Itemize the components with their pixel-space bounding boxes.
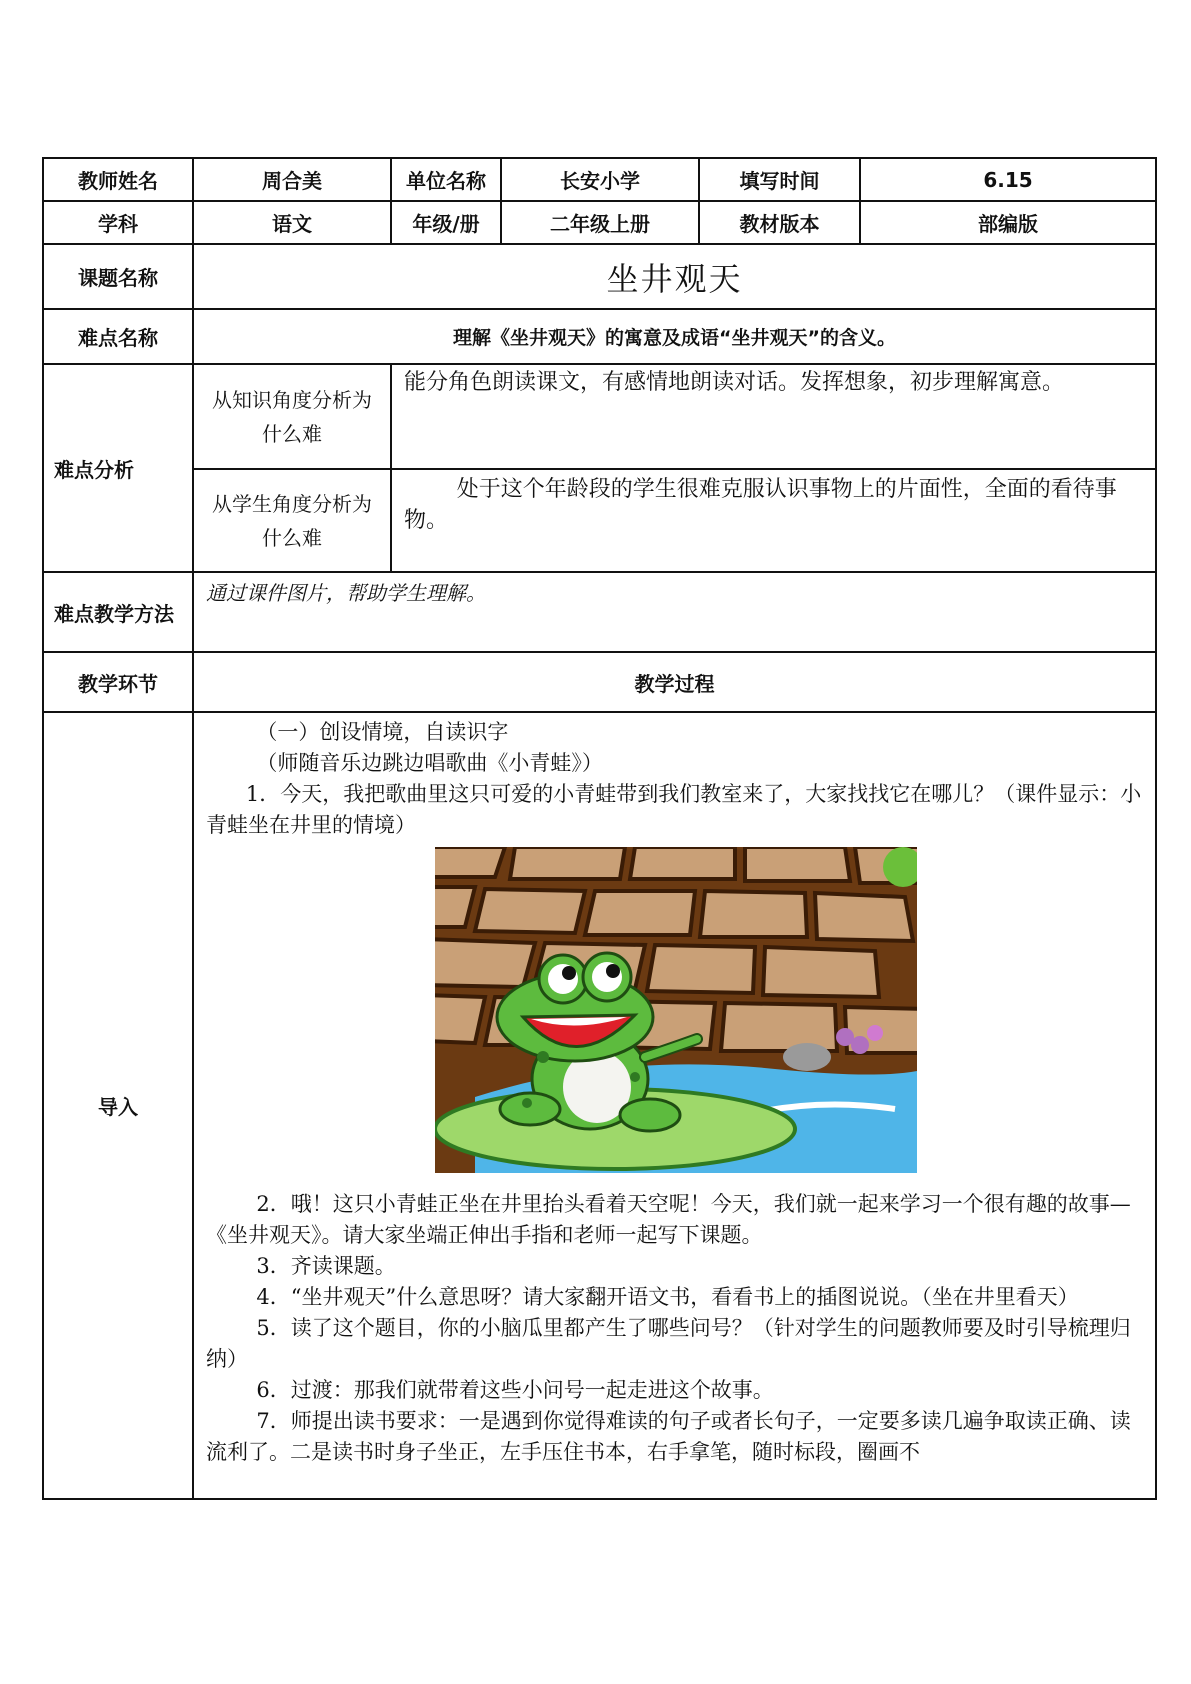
lesson-plan-table bbox=[42, 157, 1157, 1500]
teacher-label: 教师姓名 bbox=[43, 158, 193, 201]
grade-value: 二年级上册 bbox=[501, 201, 699, 244]
intro-line: 4．“坐井观天”什么意思呀？请大家翻开语文书，看看书上的插图说说。（坐在井里看天） bbox=[256, 1285, 1079, 1309]
subject-value: 语文 bbox=[193, 201, 391, 244]
analysis-row-knowledge bbox=[43, 364, 1156, 469]
grade-label: 年级/册 bbox=[391, 201, 501, 244]
intro-line: 3．齐读课题。 bbox=[256, 1254, 396, 1278]
difficulty-label: 难点名称 bbox=[43, 309, 193, 364]
intro-content bbox=[193, 712, 1156, 1499]
header-row-1 bbox=[43, 158, 1156, 201]
method-text: 通过课件图片，帮助学生理解。 bbox=[193, 572, 1156, 652]
student-angle-text: 处于这个年龄段的学生很难克服认识事物上的片面性，全面的看待事物。 bbox=[391, 469, 1156, 572]
process-stage-label: 教学环节 bbox=[43, 652, 193, 712]
difficulty-value: 理解《坐井观天》的寓意及成语“坐井观天”的含义。 bbox=[193, 309, 1156, 364]
lesson-plan-sheet bbox=[42, 157, 1155, 1500]
header-row-2 bbox=[43, 201, 1156, 244]
analysis-label: 难点分析 bbox=[43, 364, 193, 572]
teacher-value: 周合美 bbox=[193, 158, 391, 201]
intro-row bbox=[43, 712, 1156, 1499]
frog-illustration-icon bbox=[435, 847, 917, 1173]
date-label: 填写时间 bbox=[699, 158, 860, 201]
edition-label: 教材版本 bbox=[699, 201, 860, 244]
subject-label: 学科 bbox=[43, 201, 193, 244]
intro-line: 2．哦！这只小青蛙正坐在井里抬头看着天空呢！今天，我们就一起来学习一个很有趣的故事—《坐井观天》。请大家坐端正伸出手指和老师一起写下课题。 bbox=[206, 1192, 1131, 1247]
intro-line: （师随音乐边跳边唱歌曲《小青蛙》） bbox=[256, 751, 603, 775]
date-value: 6.15 bbox=[860, 158, 1156, 201]
process-title: 教学过程 bbox=[193, 652, 1156, 712]
student-angle-label: 从学生角度分析为什么难 bbox=[193, 469, 391, 572]
topic-row bbox=[43, 244, 1156, 309]
topic-label: 课题名称 bbox=[43, 244, 193, 309]
unit-label: 单位名称 bbox=[391, 158, 501, 201]
topic-title: 坐井观天 bbox=[193, 244, 1156, 309]
method-label: 难点教学方法 bbox=[43, 572, 193, 652]
frog-in-well-illustration bbox=[206, 841, 1145, 1189]
intro-line: 6．过渡：那我们就带着这些小问号一起走进这个故事。 bbox=[256, 1378, 774, 1402]
intro-line: 5．读了这个题目，你的小脑瓜里都产生了哪些问号？（针对学生的问题教师要及时引导梳理归纳） bbox=[206, 1316, 1131, 1371]
analysis-row-student bbox=[43, 469, 1156, 572]
intro-line: 7．师提出读书要求：一是遇到你觉得难读的句子或者长句子，一定要多读几遍争取读正确、读流利了。二是读书时身子坐正，左手压住书本，右手拿笔，随时标段，圈画不 bbox=[206, 1409, 1131, 1464]
intro-line: 1．今天，我把歌曲里这只可爱的小青蛙带到我们教室来了，大家找找它在哪儿？（课件显示：小青蛙坐在井里的情境） bbox=[206, 782, 1142, 837]
intro-label: 导入 bbox=[43, 712, 193, 1499]
method-row bbox=[43, 572, 1156, 652]
difficulty-row bbox=[43, 309, 1156, 364]
knowledge-angle-label: 从知识角度分析为什么难 bbox=[193, 364, 391, 469]
edition-value: 部编版 bbox=[860, 201, 1156, 244]
process-header-row bbox=[43, 652, 1156, 712]
intro-line: （一）创设情境，自读识字 bbox=[256, 720, 509, 744]
knowledge-angle-text: 能分角色朗读课文，有感情地朗读对话。发挥想象，初步理解寓意。 bbox=[391, 364, 1156, 469]
unit-value: 长安小学 bbox=[501, 158, 699, 201]
